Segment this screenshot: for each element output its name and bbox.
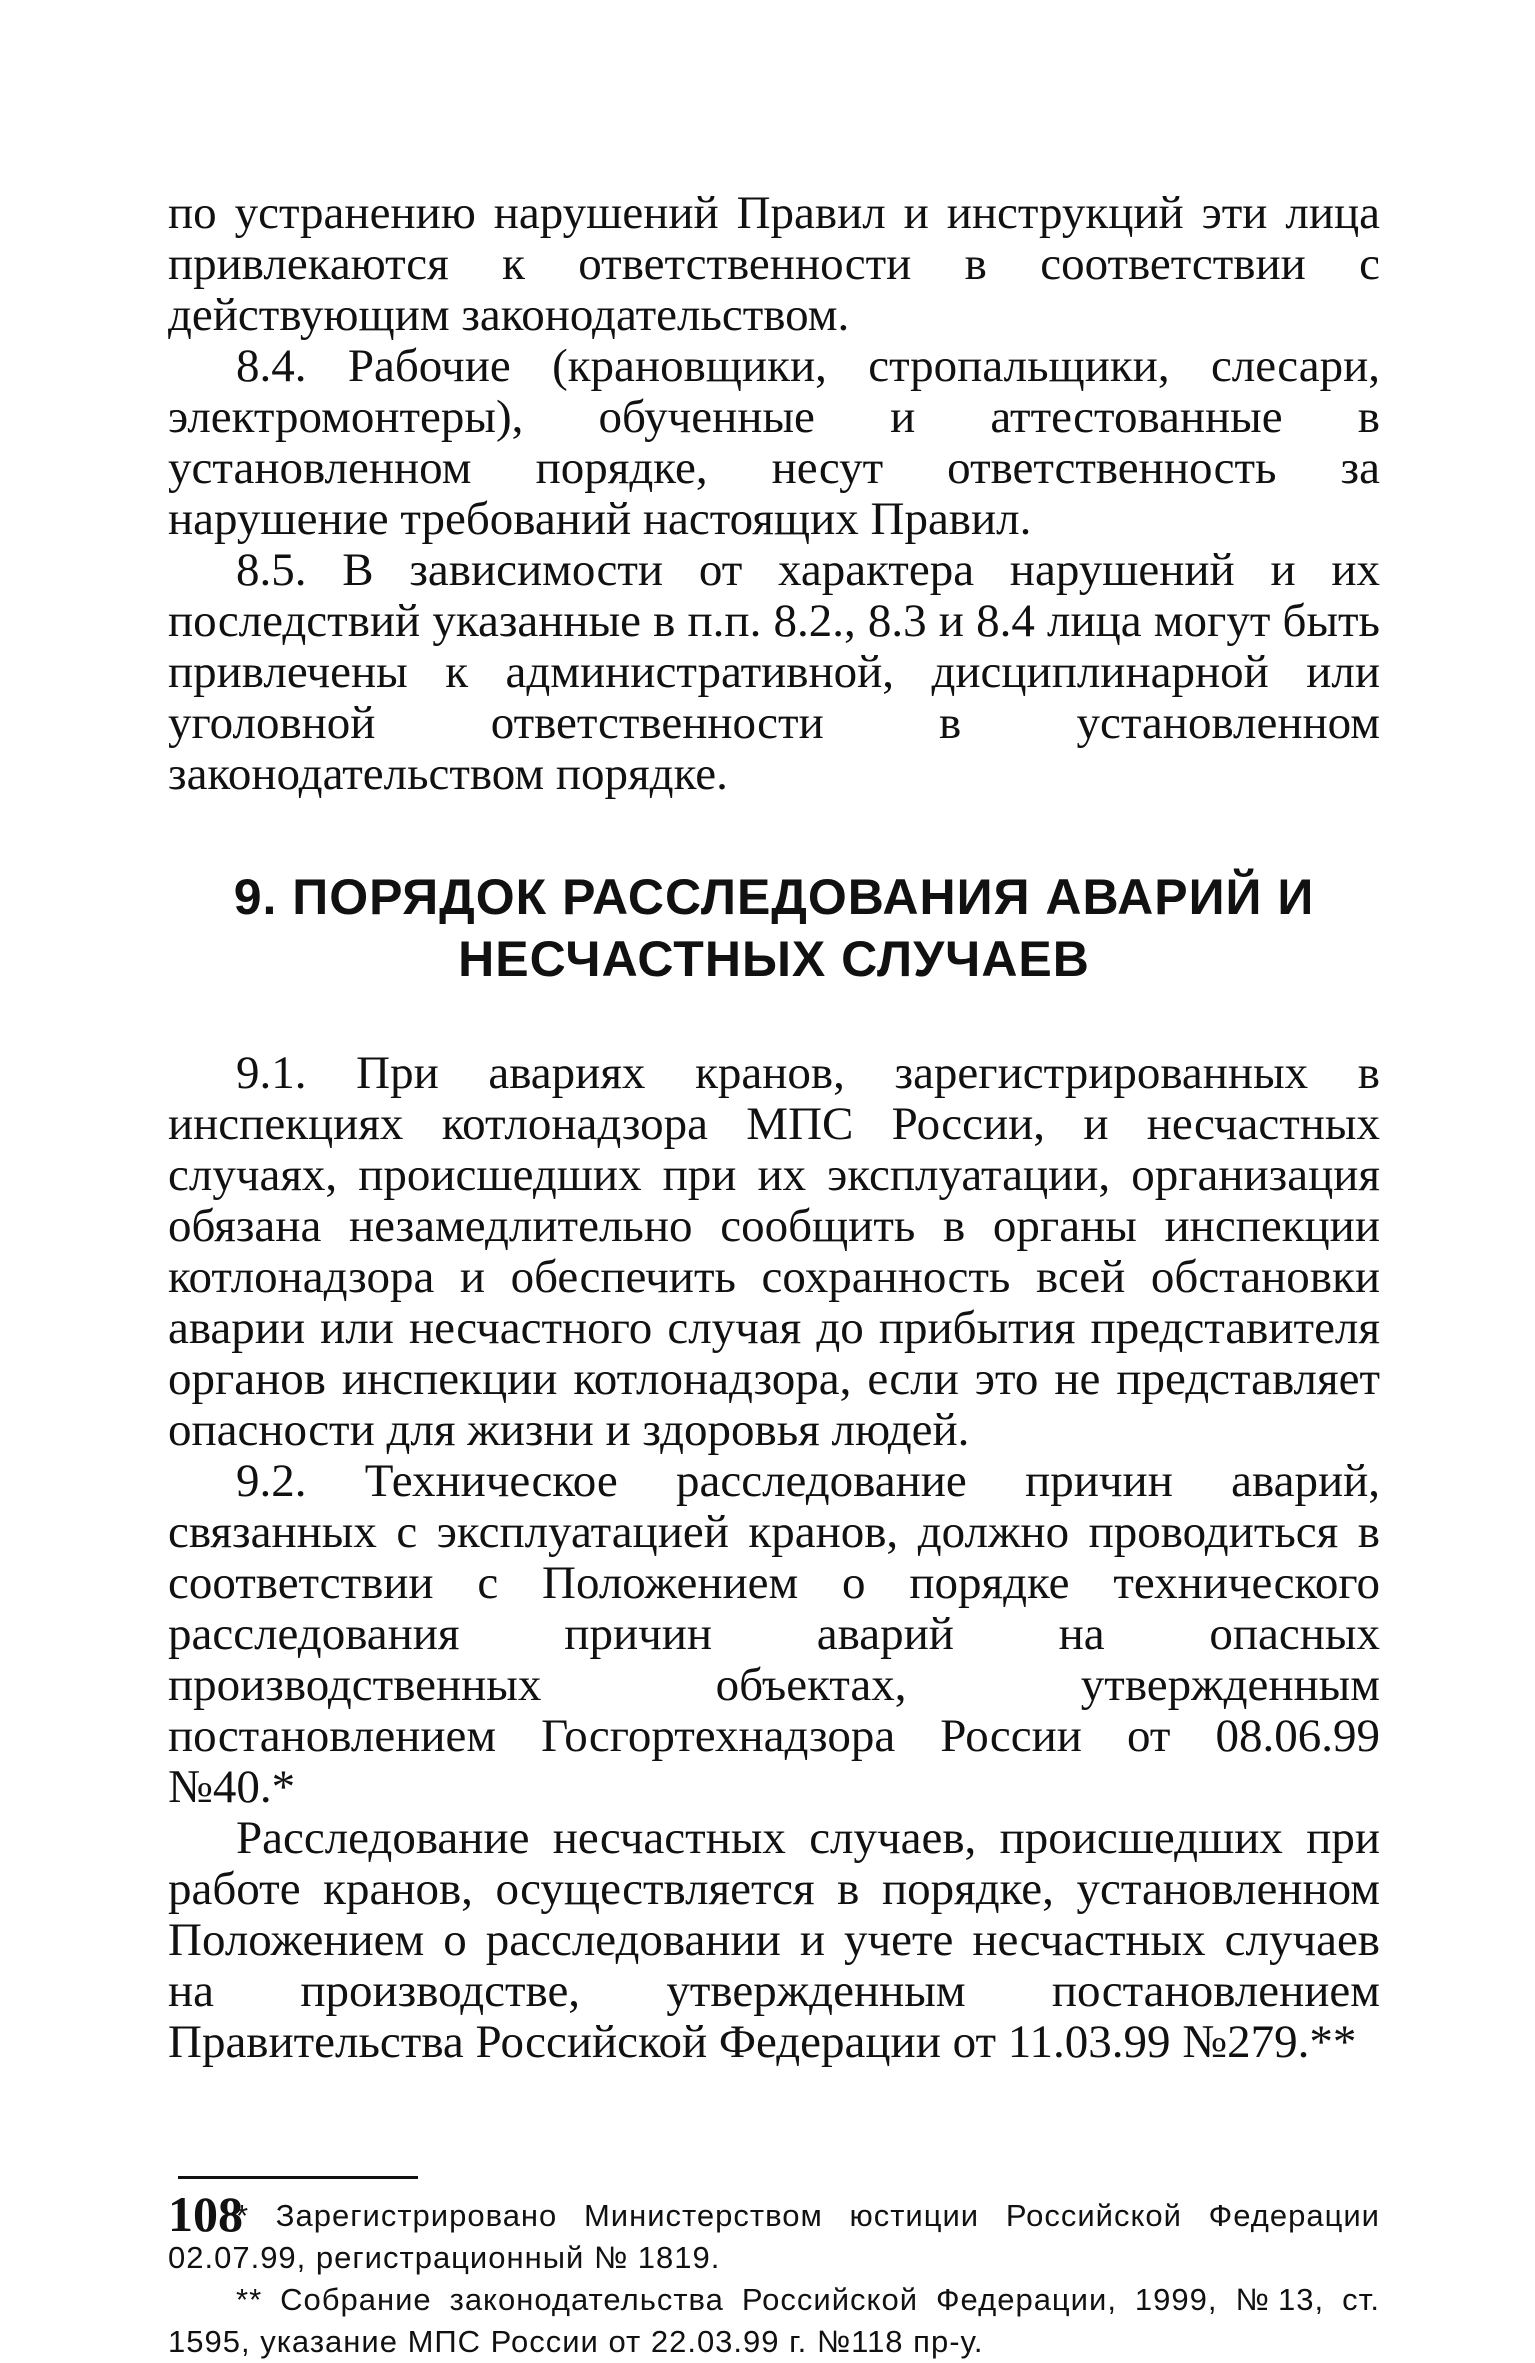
paragraph-8-5: 8.5. В зависимости от характера нарушений и их последствий указанные в п.п. 8.2., 8.3 и 8.4 лица могут быть привлечены к административной, дисциплинарной или уголовной ответственности в установленном законодательством порядке. <box>168 544 1380 800</box>
paragraph-8-4: 8.4. Рабочие (крановщики, стропальщики, слесари, электромонтеры), обученные и аттестованные в установленном порядке, несут ответственность за нарушение требований настоящих Правил. <box>168 340 1380 545</box>
section-heading-line-1: 9. ПОРЯДОК РАССЛЕДОВАНИЯ АВАРИЙ И <box>233 869 1315 925</box>
footnote-divider <box>178 2176 418 2179</box>
paragraph-investigation: Расследование несчастных случаев, происшедших при работе кранов, осуществляется в порядке, установленном Положением о расследовании и учете несчастных случаев на производстве, утвержденным постановлением Правительства Российской Федерации от 11.03.99 №279.** <box>168 1812 1380 2068</box>
page-content <box>168 188 1380 2363</box>
paragraph-9-2: 9.2. Техническое расследование причин аварий, связанных с эксплуатацией кранов, должно проводиться в соответствии с Положением о порядке технического расследования причин аварий на опасных производственных объектах, утвержденным постановлением Госгортехнадзора России от 08.06.99 №40.* <box>168 1455 1380 1813</box>
footnote-2: ** Собрание законодательства Российской Федерации, 1999, №13, ст. 1595, указание МПС России от 22.03.99 г. №118 пр-у. <box>168 2282 1380 2359</box>
footnote-1: * Зарегистрировано Министерством юстиции Российской Федерации 02.07.99, регистрационный № 1819. <box>168 2198 1380 2275</box>
section-heading-line-2: НЕСЧАСТНЫХ СЛУЧАЕВ <box>458 931 1090 987</box>
section-heading <box>168 866 1380 990</box>
paragraph-continuation: по устранению нарушений Правил и инструкций эти лица привлекаются к ответственности в соответствии с действующим законодательством. <box>168 187 1380 341</box>
paragraph-9-1: 9.1. При авариях кранов, зарегистрированных в инспекциях котлонадзора МПС России, и несчастных случаях, происшедших при их эксплуатации, организация обязана незамедлительно сообщить в органы инспекции котлонадзора и обеспечить сохранность всей обстановки аварии или несчастного случая до прибытия представителя органов инспекции котлонадзора, если это не представляет опасности для жизни и здоровья людей. <box>168 1047 1380 1456</box>
page-number: 108 <box>168 2186 243 2242</box>
